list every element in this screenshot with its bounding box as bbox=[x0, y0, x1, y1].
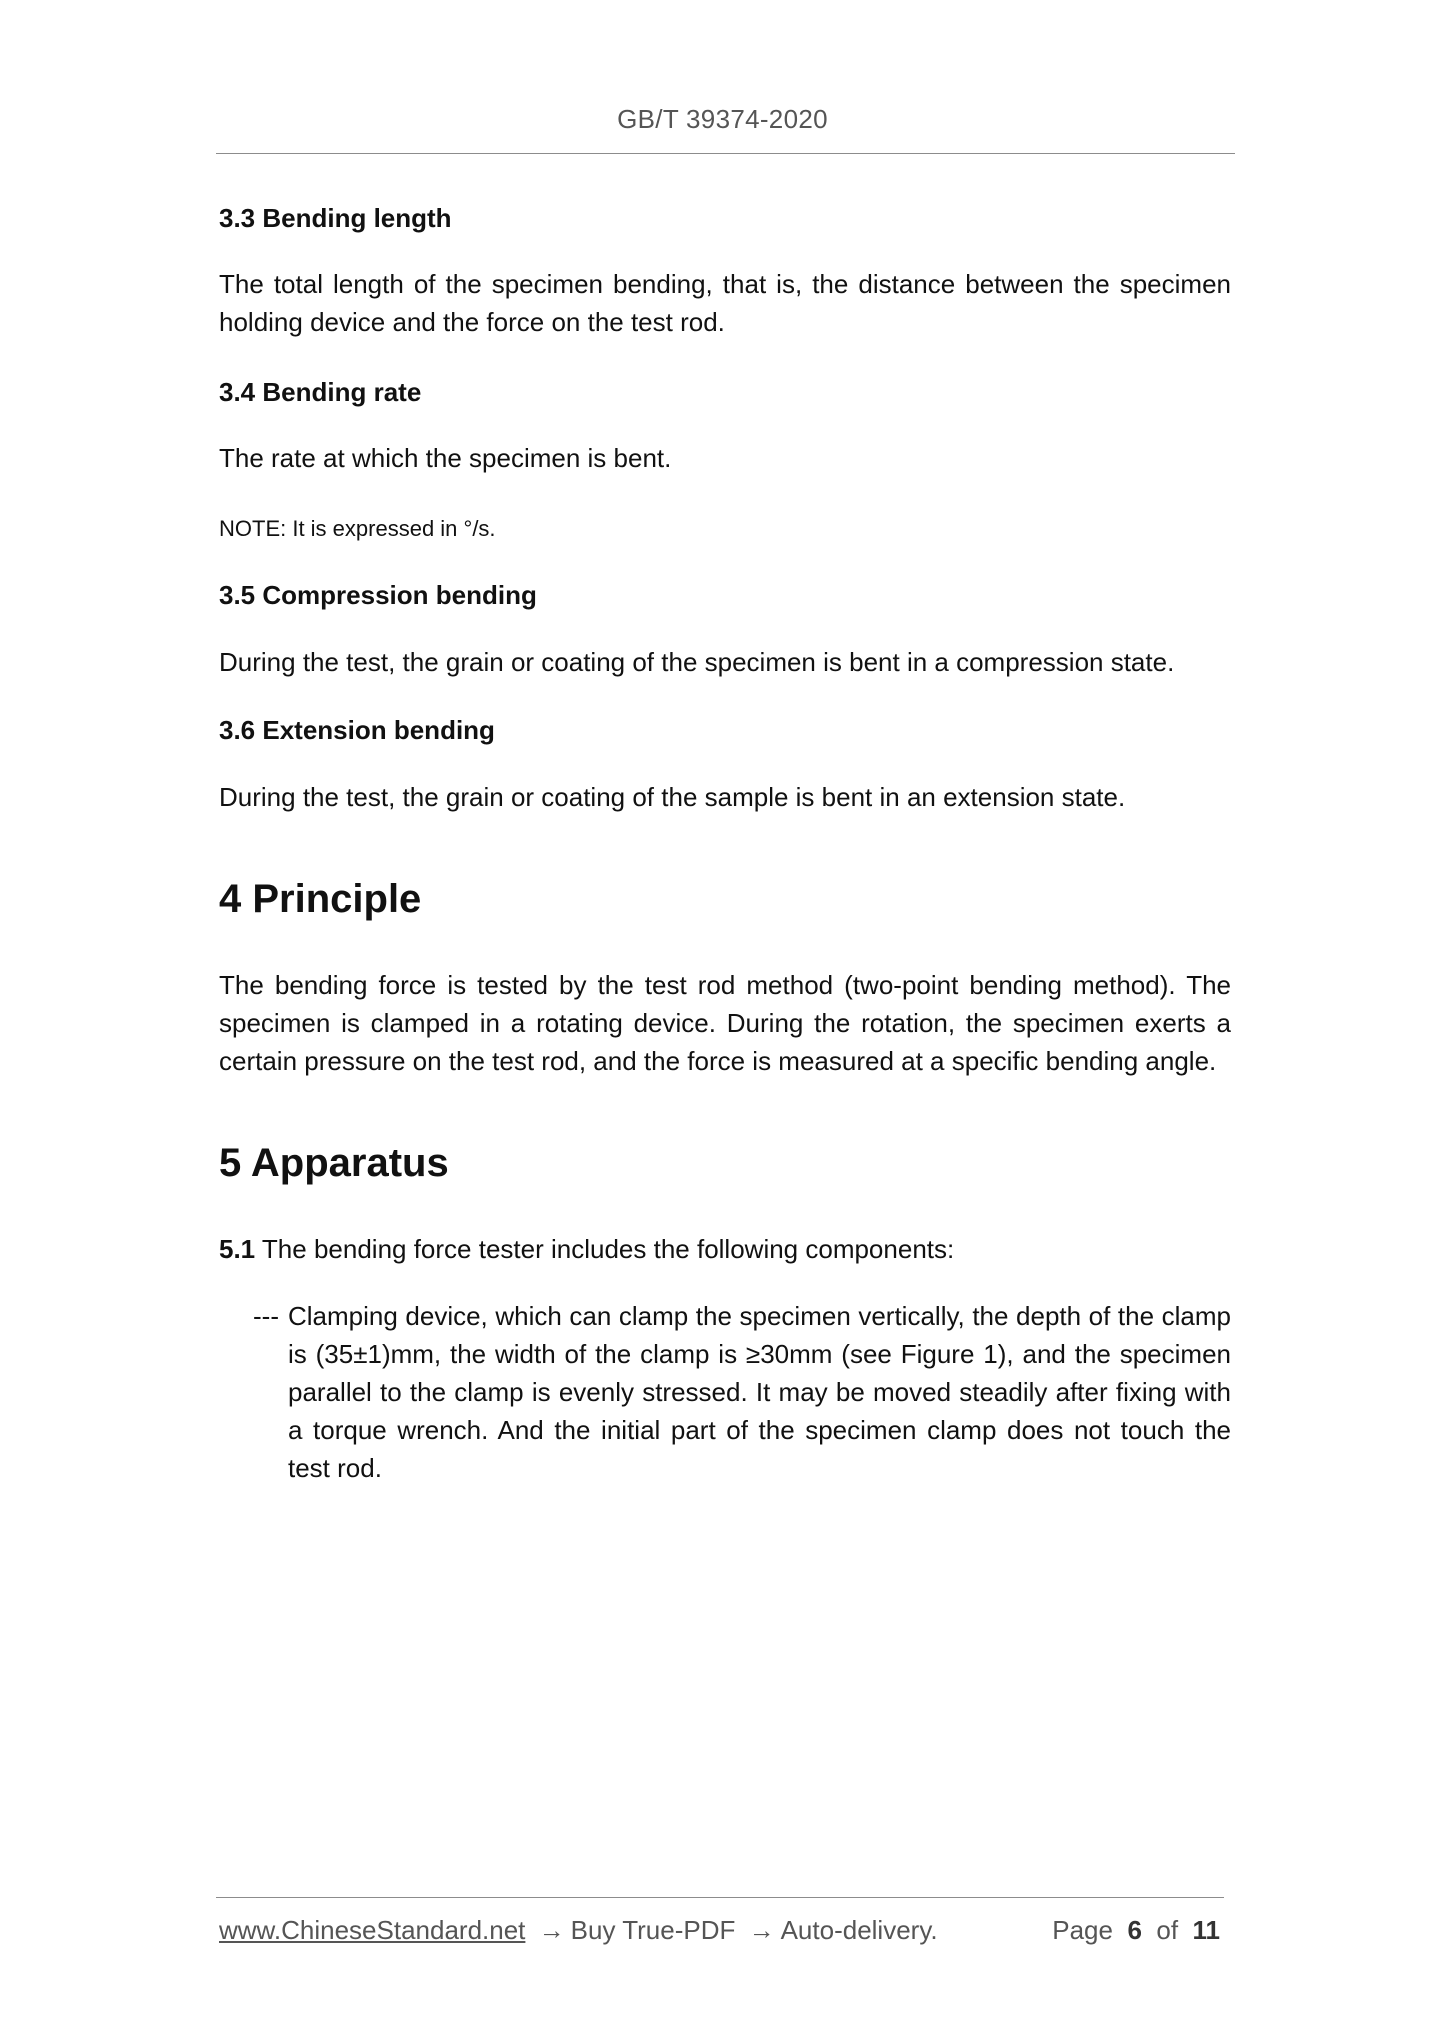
dash-list-item bbox=[253, 1297, 1231, 1487]
website-link[interactable]: www.ChineseStandard.net bbox=[219, 1915, 526, 1945]
section-5-1-number: 5.1 bbox=[219, 1234, 256, 1264]
auto-delivery-text: Auto-delivery. bbox=[780, 1915, 938, 1945]
section-3-6-heading: 3.6 Extension bending bbox=[219, 715, 495, 745]
page-of-label: of bbox=[1156, 1915, 1179, 1945]
section-3-5-heading: 3.5 Compression bending bbox=[219, 580, 537, 610]
section-3-4-note: NOTE: It is expressed in °/s. bbox=[219, 516, 496, 541]
section-3-5-text: During the test, the grain or coating of the specimen is bent in a compression state. bbox=[219, 647, 1175, 677]
arrow-right-icon: → bbox=[748, 1915, 775, 1945]
section-3-4-text: The rate at which the specimen is bent. bbox=[219, 443, 672, 473]
section-3-6-text: During the test, the grain or coating of the sample is bent in an extension state. bbox=[219, 782, 1126, 812]
footer-rule bbox=[216, 1897, 1224, 1898]
page-total: 11 bbox=[1192, 1915, 1220, 1945]
page-footer bbox=[219, 1915, 1224, 1946]
section-3-4-heading: 3.4 Bending rate bbox=[219, 377, 422, 407]
section-4-text: The bending force is tested by the test rod method (two-point bending method). The specimen is clamped in a rotating device. During the rotation, the specimen exerts a certain pressure on the test rod, and the force is measured at a specific bending angle. bbox=[219, 970, 1231, 1076]
section-5-1-paragraph bbox=[219, 1230, 1231, 1268]
arrow-right-icon: → bbox=[538, 1915, 565, 1945]
page-current: 6 bbox=[1127, 1915, 1142, 1945]
section-3-3-heading: 3.3 Bending length bbox=[219, 203, 452, 233]
page-number bbox=[1052, 1915, 1220, 1946]
header-rule bbox=[216, 153, 1235, 154]
section-3-3-text: The total length of the specimen bending, that is, the distance between the specimen holding device and the force on the test rod. bbox=[219, 269, 1231, 337]
page-header: GB/T 39374-2020 bbox=[617, 104, 828, 134]
page-label: Page bbox=[1052, 1915, 1113, 1945]
section-5-1-text: The bending force tester includes the following components: bbox=[261, 1234, 955, 1264]
section-4-heading: 4 Principle bbox=[219, 877, 422, 921]
buy-true-pdf-text: Buy True-PDF bbox=[570, 1915, 736, 1945]
section-5-heading: 5 Apparatus bbox=[219, 1141, 449, 1185]
dash-marker: --- bbox=[253, 1301, 279, 1331]
dash-item-text: Clamping device, which can clamp the specimen vertically, the depth of the clamp is (35±1)mm, the width of the clamp is ≥30mm (see Figure 1), and the specimen parallel to the clamp is evenly stressed. It may be moved steadily after fixing with a torque wrench. And the initial part of the specimen clamp does not touch the test rod. bbox=[288, 1301, 1231, 1483]
